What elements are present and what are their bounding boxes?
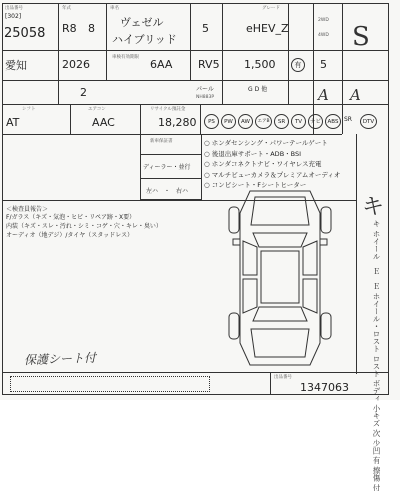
wheel-rear-left: [229, 313, 239, 339]
car-diagram: [205, 183, 355, 371]
car-trunk: [251, 329, 309, 357]
wheel-front-right: [321, 207, 331, 233]
lot-number: 25058: [4, 26, 46, 41]
car-hood: [251, 197, 309, 225]
sidebar-notes: キ ホイール Ｅ Ｅ ホイール・ロスト ロスト ボディ 小キズ 次 少凹 有 擦傷 付: [372, 220, 381, 491]
fuel-mark: 有: [291, 58, 305, 72]
option-airbag: エアB: [255, 114, 272, 129]
owner-label: 新車保証書: [150, 139, 173, 144]
col-divider: [106, 3, 107, 80]
col-divider: [288, 3, 289, 104]
footer-label: 出品番号: [274, 375, 292, 380]
car-name-label: 車名: [110, 6, 119, 11]
handwritten-key: キ: [362, 195, 385, 220]
grade-label: グレード: [262, 6, 280, 11]
inspector-line3: オーディオ（地デジ）/タイヤ（スタッドレス）: [6, 232, 134, 239]
handwritten-score: S: [352, 22, 370, 52]
lot-code: [302]: [5, 13, 22, 20]
fuel-gas: G: [248, 86, 253, 93]
row-divider: [2, 80, 389, 81]
mirror-left: [233, 239, 240, 245]
car-name-line1: ヴェゼル: [120, 16, 164, 29]
option-navi: ナビ: [308, 114, 323, 129]
fuel-diesel: D: [254, 86, 260, 93]
displacement: 1,500: [244, 58, 276, 71]
fuel-options: [248, 84, 267, 93]
aircon-label: エアコン: [88, 107, 106, 112]
option-dtv: DTV: [360, 114, 377, 129]
col-divider: [222, 3, 223, 104]
aircon-value: AAC: [92, 116, 115, 129]
history-divider: [140, 154, 202, 155]
month: 8: [88, 22, 95, 35]
inspector-line1: F/ガラス（キズ・気泡・ヒビ・リペア跡・X要）: [6, 214, 136, 221]
footer-divider: [2, 372, 389, 373]
score-a2: A: [350, 86, 361, 104]
option-tv: TV: [291, 114, 306, 129]
shift-code: 6AA: [150, 58, 173, 71]
option-sr: SR: [274, 114, 289, 129]
fuel-other: 他: [261, 86, 268, 93]
year-reiwa: R8: [62, 22, 77, 35]
car-door-rl: [243, 279, 257, 313]
notes-divider: [356, 134, 357, 374]
color-code: NH883P: [196, 95, 215, 100]
equipment-item: ○ コンビシート・Fシートヒーター: [204, 181, 307, 189]
option-sr2: SR: [344, 116, 352, 123]
row-divider: [2, 50, 389, 51]
drive-2wd: 2WD: [318, 18, 329, 23]
car-door-rr: [303, 279, 317, 313]
car-roof: [261, 251, 299, 303]
mileage: 18,280: [158, 116, 197, 129]
inspection-note: 車検有効期限: [112, 55, 139, 60]
option-abs: ABS: [325, 114, 341, 129]
row-divider: [2, 104, 389, 105]
col-divider: [190, 3, 191, 80]
equipment-item: ○ マルチビューカメラ＆プレミアムオーディオ: [204, 170, 341, 179]
equipment-item: ○ 後退出庫サポート・ADB・BSI: [204, 149, 302, 158]
col-divider: [70, 104, 71, 134]
seats: 5: [320, 58, 327, 71]
dealer-label: ディーラー・並行: [143, 164, 191, 171]
mirror-right: [320, 239, 327, 245]
doors: 5: [202, 22, 209, 35]
footer-id: 1347063: [300, 381, 349, 394]
grade: eHEV_Z: [246, 22, 289, 35]
car-door-fl: [243, 241, 257, 275]
footer-stamp-row: [10, 376, 210, 392]
lot-label: 出品番号: [5, 6, 23, 11]
shift-value: AT: [6, 116, 20, 129]
era-label: 年式: [62, 6, 71, 11]
model-code: RV5: [198, 58, 220, 71]
car-windshield: [253, 233, 307, 247]
recycle-label: リサイクル預託金: [150, 107, 186, 112]
car-rear-window: [253, 307, 307, 321]
shift-label: シフト: [22, 107, 36, 112]
wheel-front-left: [229, 207, 239, 233]
equipment-item: ○ ホンダセンシング・パワーテールゲート: [204, 139, 328, 147]
footer-divider-v: [270, 372, 271, 394]
inspector-line2: 内装（キズ・スレ・汚れ・シミ・コゲ・穴・キレ・臭い）: [6, 223, 162, 230]
equipment-item: ○ ホンダコネクトナビ・ワイヤレス充電: [204, 160, 322, 168]
inspector-title: ＜検査員報告＞: [6, 206, 49, 213]
col-divider: [200, 104, 201, 134]
inspection: 2026: [62, 58, 90, 71]
col-divider: [58, 3, 59, 104]
car-name-line2: ハイブリッド: [112, 33, 177, 46]
option-aw: AW: [238, 114, 253, 129]
color-number: 2: [80, 86, 87, 99]
drive-4wd: 4WD: [318, 33, 329, 38]
history-divider: [140, 178, 202, 179]
options-row: [204, 114, 394, 130]
outside-label: 左ハ ・ 右ハ: [146, 188, 189, 195]
region: 愛知: [5, 59, 27, 72]
car-door-fr: [303, 241, 317, 275]
option-ps: PS: [204, 114, 219, 129]
handwritten-note: 保護シート付: [23, 350, 97, 368]
wheel-rear-right: [321, 313, 331, 339]
score-a1: A: [318, 86, 329, 104]
option-pw: PW: [221, 114, 236, 129]
color-name: パール: [196, 86, 214, 93]
